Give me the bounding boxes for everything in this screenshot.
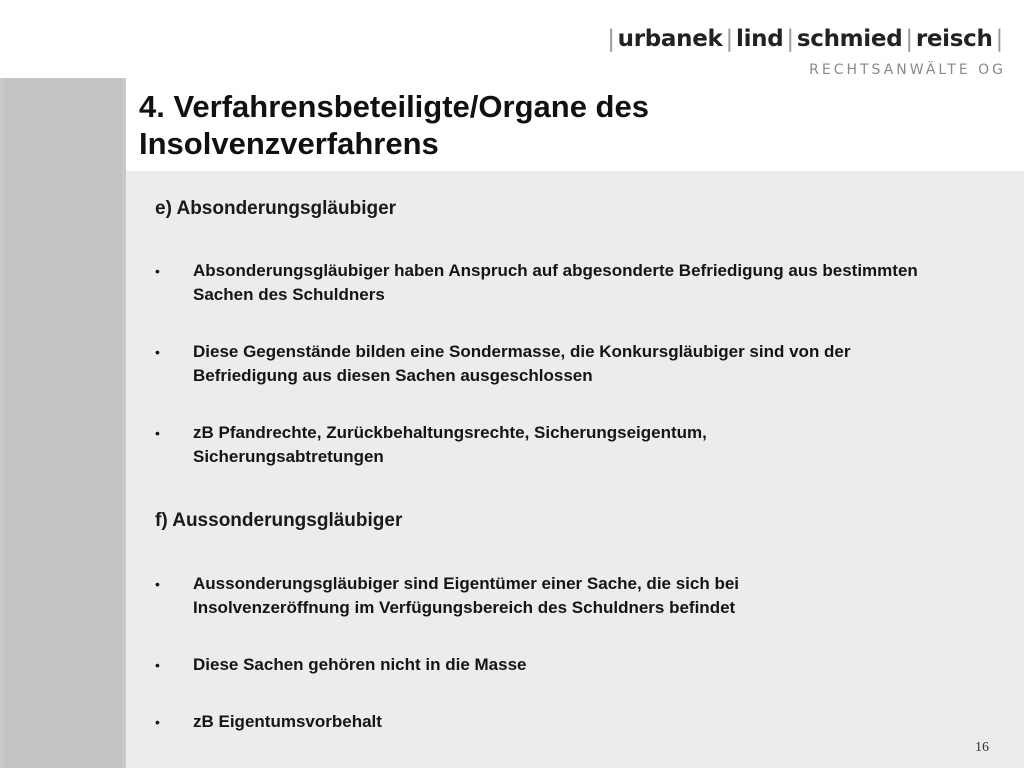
bullet-item [155, 653, 955, 677]
slide-title: 4. Verfahrensbeteiligte/Organe des Insolvenzverfahrens [139, 89, 649, 161]
logo-name-4: reisch [915, 26, 993, 52]
left-decorative-bar [0, 78, 126, 768]
bullet-item [155, 340, 955, 388]
logo-separator: | [995, 26, 1003, 52]
logo-subtitle: RECHTSANWÄLTE OG [809, 62, 1006, 78]
firm-logo [604, 26, 1006, 78]
logo-separator: | [905, 26, 913, 52]
logo-name-1: urbanek [617, 26, 723, 52]
logo-name-2: lind [735, 26, 784, 52]
bullet-item [155, 710, 955, 734]
logo-separator: | [725, 26, 733, 52]
left-decorative-bar-inner [4, 78, 122, 768]
logo-separator: | [607, 26, 615, 52]
bullet-text: Aussonderungsgläubiger sind Eigentümer einer Sache, die sich bei Insolvenzeröffnung im Verfügungsbereich des Schuldners befindet [193, 574, 740, 617]
bullet-dot: • [155, 714, 160, 730]
bullet-dot: • [155, 263, 160, 279]
logo-separator: | [786, 26, 794, 52]
bullet-dot: • [155, 344, 160, 360]
bullet-text: Diese Gegenstände bilden eine Sondermasse, die Konkursgläubiger sind von der Befriedigung aus diesen Sachen ausgeschlossen [193, 342, 851, 385]
page-number: 16 [975, 740, 989, 755]
bullet-item [155, 259, 955, 307]
logo-names [604, 26, 1006, 52]
bullet-text: Diese Sachen gehören nicht in die Masse [193, 655, 527, 674]
bullet-dot: • [155, 425, 160, 441]
bullet-text: zB Eigentumsvorbehalt [193, 712, 382, 731]
bullet-dot: • [155, 657, 160, 673]
bullet-text: zB Pfandrechte, Zurückbehaltungsrechte, Sicherungseigentum, Sicherungsabtretungen [193, 423, 707, 466]
bullet-text: Absonderungsgläubiger haben Anspruch auf abgesonderte Befriedigung aus bestimmten Sachen des Schuldners [193, 261, 918, 304]
logo-name-3: schmied [796, 26, 903, 52]
bullet-dot: • [155, 576, 160, 592]
section-heading-f: f) Aussonderungsgläubiger [155, 510, 403, 531]
section-heading-e: e) Absonderungsgläubiger [155, 198, 397, 219]
bullet-item [155, 572, 875, 620]
bullet-item [155, 421, 795, 469]
